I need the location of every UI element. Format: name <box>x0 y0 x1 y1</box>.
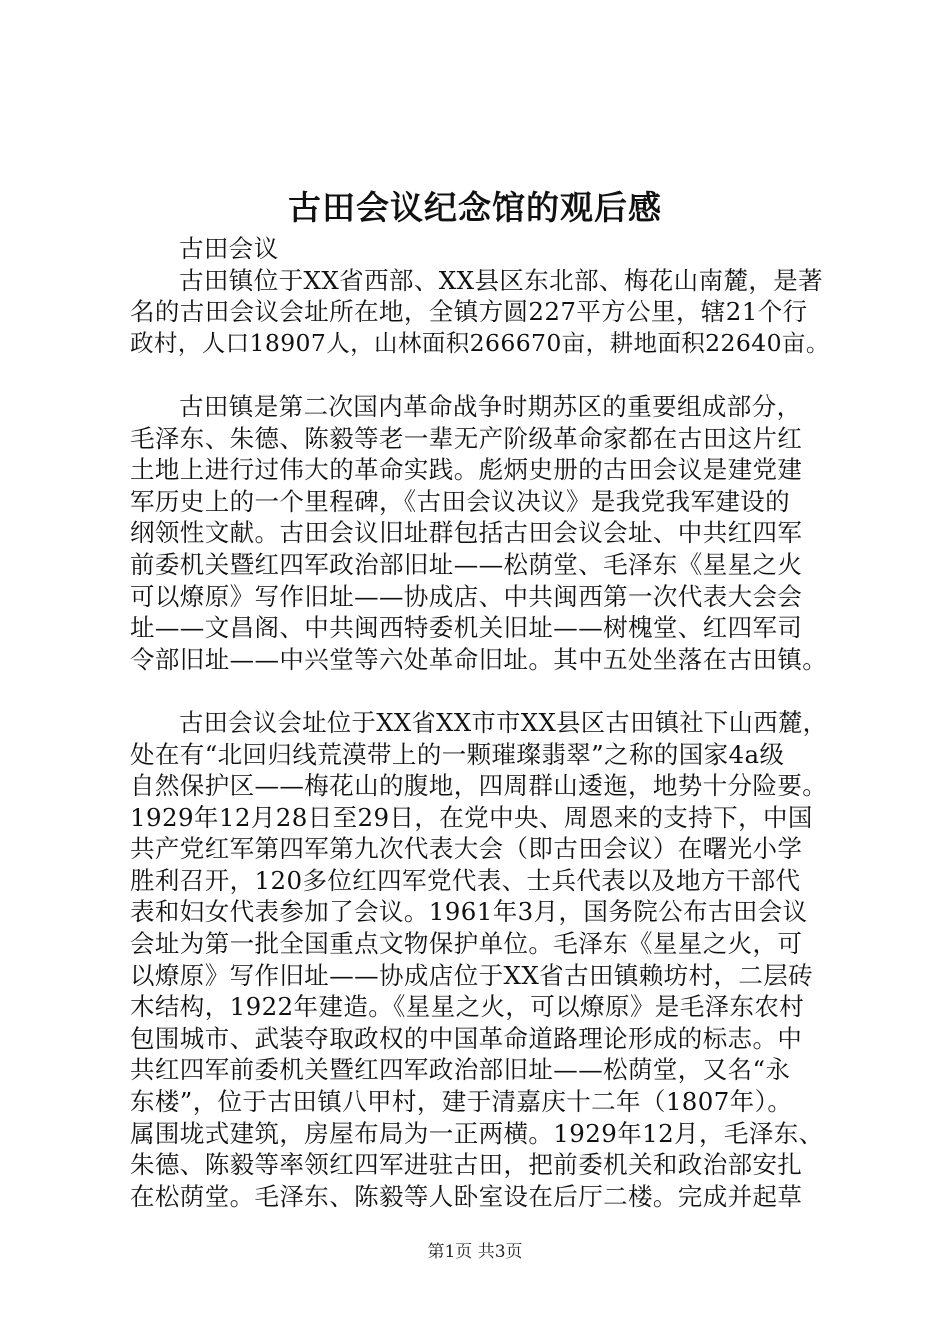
paragraph-line: 毛泽东、朱德、陈毅等老一辈无产阶级革命家都在古田这片红 <box>130 423 803 453</box>
paragraph-line: 胜利召开，120多位红四军党代表、士兵代表以及地方干部代 <box>130 865 801 895</box>
paragraph-gap <box>130 675 830 707</box>
paragraph-line: 共产党红军第四军第九次代表大会（即古田会议）在曙光小学 <box>130 834 803 864</box>
paragraph-line: 古田会议会址位于XX省XX市市XX县区古田镇社下山西麓， <box>179 707 828 737</box>
paragraph-line: 处在有“北回归线荒漠带上的一颗璀璨翡翠”之称的国家4a级 <box>130 739 785 769</box>
paragraph-line: 土地上进行过伟大的革命实践。彪炳史册的古田会议是建党建 <box>130 455 803 485</box>
paragraph-line: 以燎原》写作旧址——协成店位于XX省古田镇赖坊村，二层砖 <box>130 960 814 990</box>
paragraph-line: 1929年12月28日至29日，在党中央、周恩来的支持下，中国 <box>130 802 813 832</box>
paragraph-line: 在松荫堂。毛泽东、陈毅等人卧室设在后厅二楼。完成并起草 <box>130 1181 803 1211</box>
paragraph-line: 纲领性文献。古田会议旧址群包括古田会议会址、中共红四军 <box>130 518 803 548</box>
paragraph-line: 令部旧址——中兴堂等六处革命旧址。其中五处坐落在古田镇。 <box>130 644 828 674</box>
paragraph-line: 古田镇位于XX省西部、XX县区东北部、梅花山南麓，是著 <box>179 265 824 295</box>
paragraph-line: 名的古田会议会址所在地，全镇方圆227平方公里，辖21个行 <box>130 297 808 327</box>
document-body <box>130 233 830 1212</box>
paragraph-line: 军历史上的一个里程碑，《古田会议决议》是我党我军建设的 <box>130 486 791 516</box>
paragraph-line: 前委机关暨红四军政治部旧址——松荫堂、毛泽东《星星之火 <box>130 549 803 579</box>
paragraph-line: 属围垅式建筑，房屋布局为一正两横。1929年12月，毛泽东、 <box>130 1118 824 1148</box>
paragraph-line: 东楼”，位于古田镇八甲村，建于清嘉庆十二年（1807年）。 <box>130 1087 793 1117</box>
paragraph-line: 址——文昌阁、中共闽西特委机关旧址——树槐堂、红四军司 <box>130 613 803 643</box>
paragraph-line: 表和妇女代表参加了会议。1961年3月，国务院公布古田会议 <box>130 897 808 927</box>
paragraph-line: 古田会议 <box>179 234 279 263</box>
paragraph-line: 包围城市、武装夺取政权的中国革命道路理论形成的标志。中 <box>130 1023 803 1053</box>
paragraph-line: 古田镇是第二次国内革命战争时期苏区的重要组成部分， <box>179 391 802 421</box>
paragraph-line: 自然保护区——梅花山的腹地，四周群山逶迤，地势十分险要。 <box>130 771 828 801</box>
paragraph-line: 会址为第一批全国重点文物保护单位。毛泽东《星星之火，可 <box>130 929 803 959</box>
paragraph-line: 可以燎原》写作旧址——协成店、中共闽西第一次代表大会会 <box>130 581 803 611</box>
paragraph-line: 木结构，1922年建造。《星星之火，可以燎原》是毛泽东农村 <box>130 992 805 1022</box>
paragraph-line: 共红四军前委机关暨红四军政治部旧址——松荫堂，又名“永 <box>130 1055 791 1085</box>
page-footer: 第1页 共3页 <box>427 1242 523 1262</box>
paragraph-line: 政村，人口18907人，山林面积266670亩，耕地面积22640亩。 <box>130 328 830 357</box>
paragraph-gap <box>130 359 830 391</box>
paragraph-line: 朱德、陈毅等率领红四军进驻古田，把前委机关和政治部安扎 <box>130 1150 803 1180</box>
page-title: 古田会议纪念馆的观后感 <box>288 188 662 227</box>
